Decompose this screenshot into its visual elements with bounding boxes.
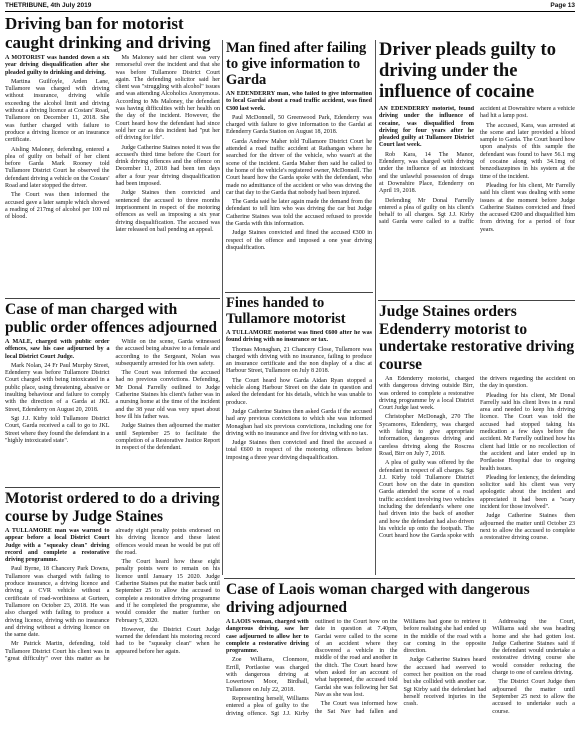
column-divider-right [375, 40, 376, 575]
article-lead: A MOTORIST was handed down a six year driving disqualification after she pleaded guilty to drinking and driving. [5, 55, 110, 76]
article-body [5, 528, 220, 692]
article-paragraph: Judge Catherine Staines noted it was the accused's third time before the Court for drink driving offences and the offence on December 11, 2018 had been ten days after a four year driving disqualification had been imposed. [115, 144, 220, 188]
article-body [226, 619, 575, 726]
article-paragraph: A plea of guilty was offered by the defendant in respect of all charges. Sgt J.J. Kirby told Tullamore District Court how on the date in question Garda attended the scene of a road traffic accident involving two vehicles including the defendant's where one had driven into the back of another and how the defendant had also driven his vehicle up onto the footpath. The Court heard how the Garda spoke with the drivers regarding the accident on the day in question. [379, 376, 575, 540]
section-divider-3 [225, 292, 373, 293]
article-paragraph: Paul Byrne, 18 Chancery Park Downs, Tullamore was charged with failing to produce insurance, a driving licence and driving a CVR vehicle without a certificate of road-worthiness at Gurteen, Tullamore on October 23, 2018. He was also charged with failing to produce a driving licence, driving with no insurance and driving without a driving licence on the same date. [5, 566, 110, 639]
article-body [226, 91, 372, 275]
article-paragraph: Judge Catherine Staines heard the accused had swerved to correct her position on the road but she collided with another car. Sgt Kirby said the defendant had herself received injuries in the crash. [403, 657, 487, 708]
article-paragraph: Sgt J.J. Kirby told Tullamore District Court, Garda received a call to go to JKL Street where they found the defendant in a "highly intoxicated state". [5, 415, 110, 444]
article-paragraph: Christopher McDonagh, 270 The Sycamores, Edenderry, was charged with failing to give appropriate information, dangerous driving and careless driving along the Roscrea Road, Birr on July 7, 2018. [379, 414, 474, 457]
article-paragraph: The Court was then informed the accused gave a later sample which showed a reading of 217mg of alcohol per 100 ml of blood. [5, 192, 110, 221]
page-number: Page 13 [550, 2, 575, 9]
section-divider-2 [5, 487, 220, 488]
article-drink-driving-ban [5, 14, 220, 296]
article-paragraph: The Court heard how Garda Aidan Ryan stopped a vehicle along Harbour Street on the date in question and asked the defendant for his details, which he was unable to produce. [226, 377, 372, 406]
article-paragraph: However, the District Court Judge warned the defendant his motoring record had to be "squeaky clean" when he appeared before her again. [115, 626, 220, 655]
article-body [379, 106, 575, 252]
article-headline: Driver pleads guilty to driving under the influence of cocaine [379, 40, 556, 102]
article-paragraph: Martina Guilfoyle, Arden Lane, Tullamore was charged with driving without insurance, driving while exceeding the alcohol limit and driving without a driving licence at Costars' Road, Tullamore on December 11, 2018. She was further charged with failure to produce a driving licence or an insurance certificate. [5, 78, 110, 144]
publication-date: THETRIBUNE, 4th July 2019 [5, 2, 92, 9]
article-headline: Man fined after failing to give information to Garda [226, 40, 367, 88]
article-lead: AN EDENDERRY motorist, found driving under the influence of cocaine, was disqualified from driving for four years after he pleaded guilty at Tullamore District Court last week. [379, 106, 474, 149]
article-paragraph: The Court was informed how the Sat Nav had fallen and Williams had gone to retrieve it before realising she had ended up in the middle of the road with a car coming in the opposite direction. [314, 619, 487, 715]
header-rule [5, 11, 575, 12]
section-divider-1 [5, 298, 220, 299]
article-paragraph: Judge Catherine Staines then asked Garda if the accused had any previous convictions to which she was informed Monaghan had six previous convictions, including one for driving with no insurance and five for driving with no tax. [226, 408, 372, 437]
article-paragraph: Representing herself, Williams entered a plea of guilty to the driving offence. Sgt J.J. Kirby outlined to the Court how on the date in question at 7.40pm, Gardai were called to the scene of an accident where they discovered a vehicle in the middle of the road and another in the ditch. The Court heard how when asked for an account of what happened, the accused told Gardai she was following her Sat Nav as she was lost. [226, 619, 398, 717]
article-body [379, 376, 575, 571]
article-headline: Case of man charged with public order offences adjourned [5, 301, 217, 336]
article-paragraph: Defending Mr Donal Farrelly entered a plea of guilty on his client's behalf to all charges. Sgt J.J. Kirby said Garda were called to a traffic accident at Downshire where a vehicle had hit a lamp post. [379, 106, 575, 226]
article-paragraph: Judge Staines then convicted and sentenced the accused to three months imprisonment in respect of the motoring offences as well as imposing a six year driving disqualification. The accused was later released on bail pending an appeal. [115, 190, 220, 233]
article-paragraph: Pleading for his client, Mr Donal Farrelly said his client lives in a rural area and needed to keep his driving licence. The Court was told the accused had stopped taking his medication a few days before the accident. Mr Farrelly outlined how his client had little or no recollection of the accident and later ended up in Portlaoise Hospital due to ongoing health issues. [480, 392, 575, 472]
article-body [5, 55, 220, 255]
article-headline: Fines handed to Tullamore motorist [226, 295, 346, 327]
section-divider-4 [378, 300, 575, 301]
article-lead: A MALE, charged with public order offences, saw his case adjourned by a local District Court Judge. [5, 339, 110, 360]
article-paragraph: The District Court Judge then adjourned the matter until September 25 next to allow the accused to undertake such a course. [492, 679, 575, 715]
article-paragraph: Pleading for his client, Mr Farrelly said his client was dealing with some issues at the moment before Judge Catherine Staines convicted and fined the accused €200 and disqualified him from driving for a period of four years. [480, 182, 575, 233]
article-headline: Judge Staines orders Edenderry motorist to undertake restorative driving course [379, 303, 575, 373]
article-paragraph: Mark Nolan, 24 Fr Paul Murphy Street, Edenderry was before Tullamore District Court charged with being intoxicated in a public place, using threatening, abusive or insulting behaviour and failure to comply with the direction of a Garda at JKL Street, Edenderry on August 20, 2018. [5, 362, 110, 413]
article-cocaine-driving [379, 40, 575, 297]
article-paragraph: Judge Catherine Staines then adjourned the matter until October 23 next to allow the accused to complete a restorative driving course. [480, 513, 575, 542]
article-headline: Driving ban for motorist caught drinking and driving [5, 14, 211, 52]
article-paragraph: While on the scene, Garda witnessed the accused being abusive to a female and according to the Sergeant, Nolan was subsequently arrested for his own safety. [115, 339, 220, 367]
article-tullamore-fines [226, 295, 372, 576]
article-laois-woman [226, 581, 575, 730]
article-lead: A TULLAMORE motorist was fined €600 after he was found driving with no insurance or tax. [226, 330, 372, 344]
article-lead: AN EDENDERRY man, who failed to give information to local Gardai about a road traffic accident, was fined €300 last week. [226, 91, 372, 112]
column-divider-left [222, 40, 223, 575]
article-paragraph: The Court was informed the accused had no previous convictions. Defending, Mr Donal Farrelly outlined to Judge Catherine Staines his client's father was in a nursing home at the time of the incident and the 38 year old was very upset about how ill his father was. [115, 370, 220, 420]
article-paragraph: Judge Staines then convicted and fined the accused a total €600 in respect of the motoring offences before imposing a three year driving disqualification. [226, 440, 372, 461]
article-lead: A TULLAMORE man was warned to appear before a local District Court Judge with a "squeaky clean" driving record and complete a restorative driving programme. [5, 528, 110, 564]
article-paragraph: Garda Andrew Maher told Tullamore District Court he attended a road traffic accident at Rathangan where he searched for the driver of the vehicle, who wasn't at the scene of the incident. Garda Maher then said he called to the home of the vehicle's registered owner, McDonnell. The Court heard how the Garda spoke with the defendant, who made no admittance of the accident or who was driving the car that day to the Garda that nobody had been injured. [226, 138, 372, 196]
article-garda-information [226, 40, 372, 290]
article-headline: Case of Laois woman charged with dangerous driving adjourned [226, 581, 530, 616]
article-paragraph: The accused, Kara, was arrested at the scene and later provided a blood sample to Garda. The Court heard how upon analysis of this sample the defendant was found to have 56.1 mg of cocaine along with 34.1mg of benzodiazepines in his system at the time of the incident. [480, 122, 575, 180]
article-lead: A LAOIS woman, charged with dangerous driving, saw her case adjourned to allow her to complete a restorative driving programme. [226, 619, 309, 655]
article-paragraph: The Court heard how these eight penalty points were to remain on his licence until January 15 2020. Judge Catherine Staines put the matter back until September 25 to allow the accused to complete a restorative driving programme and if he completed the programme, she would consider the matter further on February 5, 2020. [115, 559, 220, 624]
article-headline: Motorist ordered to do a driving course by Judge Staines [5, 490, 220, 525]
article-paragraph: Thomas Monaghan, 21 Chancery Close, Tullamore was charged with driving with no insurance, failing to produce an insurance certificate and the non display of a disc at Harbour Street, Tullamore on July 8 2018. [226, 346, 372, 375]
article-paragraph: Aisling Maloney, defending, entered a plea of guilty on behalf of her client before Garda Mark Rooney told Tullamore District Court he observed the defendant driving a vehicle on the Costars' Road and later stopped the driver. [5, 146, 110, 190]
article-paragraph: Paul McDonnell, 50 Greenwood Park, Edenderry was charged with failure to give information to the Gardai at Edenderry Garda Station on August 18, 2018. [226, 114, 372, 136]
article-paragraph: Addressing the Court, Williams said she was heading home and she had gotten lost. Judge Catherine Staines said if the defendant would undertake a restorative driving course she would consider reducing the charge to one of careless driving. [492, 619, 575, 677]
article-paragraph: Pleading for leniency, the defending solicitor said his client was very apologetic about the incident and appreciated it had been a "scary incident for those involved". [480, 474, 575, 511]
article-body [226, 330, 372, 558]
article-lead: An Edenderry motorist, charged with dangerous driving outside Birr, was ordered to complete a restorative driving programme by a local District Court Judge last week. [379, 376, 474, 412]
article-paragraph: The Garda said he later again made the demand from the defendant to tell him who was driving the car but Judge Catherine Staines was told the accused refused to provide the Garda with this information. [226, 199, 372, 228]
article-paragraph: Rob Kara, 14 The Manor, Edenderry, was charged with driving under the influence of an intoxicant and the unlawful possession of drugs at Downshire Place, Edenderry on April 19, 2018. [379, 151, 474, 195]
article-public-order [5, 301, 220, 485]
article-body [5, 339, 220, 463]
article-paragraph: Zoe Williams, Clonmore, Errill, Portlaoise was charged with dangerous driving at Lowertown Moor, Birdhall, Tullamore on July 22, 2018. [226, 657, 309, 693]
section-divider-5 [224, 578, 575, 579]
article-driving-course-order [5, 490, 220, 730]
article-restorative-course [379, 303, 575, 576]
article-paragraph: Ms Maloney said her client was very remorseful over the incident and that she was before Tullamore District Court again. The defending solicitor said her client was "struggling with alcohol" issues and was attending Alcoholics Anonymous. According to Ms Maloney, the defendant was having difficulties with her health on the day of the incident. However, the Court heard how the defendant had since sold her car as this incident had "put her off driving for life". [115, 55, 220, 142]
article-paragraph: Judge Staines convicted and fined the accused €300 in respect of the offence and imposed a one year driving disqualification. [226, 230, 372, 251]
article-paragraph: Mr Patrick Martin, defending, told Tullamore District Court his client was in "great difficulty" over this matter as he already eight penalty points endorsed on his driving licence and these latest offences would mean he would be put off the road. [5, 528, 220, 663]
article-paragraph: Judge Staines then adjourned the matter until September 25 to facilitate the completion of a Restorative Justice Report in respect of the defendant. [115, 423, 220, 452]
